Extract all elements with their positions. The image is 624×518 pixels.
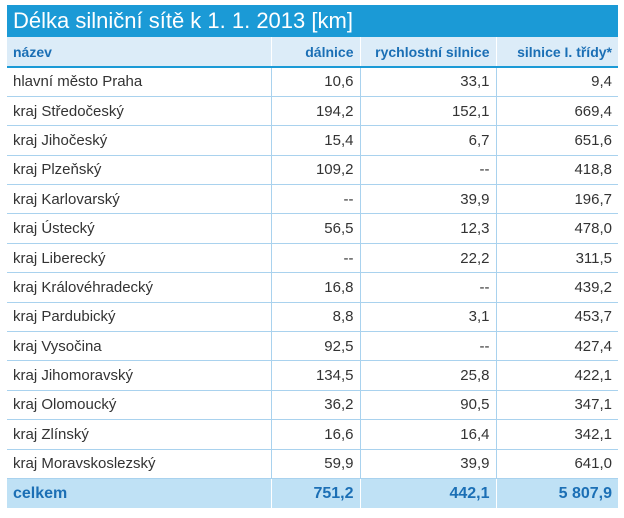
expressways-cell: 39,9 <box>360 449 496 478</box>
total-first-class-roads: 5 807,9 <box>496 478 618 508</box>
motorways-cell: -- <box>271 243 360 272</box>
total-motorways: 751,2 <box>271 478 360 508</box>
first-class-roads-cell: 196,7 <box>496 185 618 214</box>
region-name-cell: kraj Královéhradecký <box>7 273 271 302</box>
expressways-cell: -- <box>360 332 496 361</box>
first-class-roads-cell: 478,0 <box>496 214 618 243</box>
table-row <box>7 332 618 361</box>
motorways-cell: 16,8 <box>271 273 360 302</box>
motorways-cell: 36,2 <box>271 390 360 419</box>
region-name-cell: kraj Liberecký <box>7 243 271 272</box>
header-name: název <box>7 37 271 67</box>
first-class-roads-cell: 427,4 <box>496 332 618 361</box>
motorways-cell: 8,8 <box>271 302 360 331</box>
motorways-cell: 109,2 <box>271 155 360 184</box>
region-name-cell: kraj Jihomoravský <box>7 361 271 390</box>
table-row <box>7 96 618 125</box>
expressways-cell: 16,4 <box>360 420 496 449</box>
table-row <box>7 361 618 390</box>
expressways-cell: 3,1 <box>360 302 496 331</box>
motorways-cell: 59,9 <box>271 449 360 478</box>
expressways-cell: -- <box>360 155 496 184</box>
region-name-cell: kraj Olomoucký <box>7 390 271 419</box>
table-row <box>7 449 618 478</box>
region-name-cell: kraj Karlovarský <box>7 185 271 214</box>
region-name-cell: kraj Zlínský <box>7 420 271 449</box>
table-row <box>7 155 618 184</box>
header-expressways: rychlostní silnice <box>360 37 496 67</box>
motorways-cell: 10,6 <box>271 67 360 96</box>
table-row <box>7 390 618 419</box>
table-row <box>7 126 618 155</box>
region-name-cell: kraj Jihočeský <box>7 126 271 155</box>
expressways-cell: 33,1 <box>360 67 496 96</box>
region-name-cell: kraj Vysočina <box>7 332 271 361</box>
region-name-cell: kraj Plzeňský <box>7 155 271 184</box>
motorways-cell: -- <box>271 185 360 214</box>
table-title: Délka silniční sítě k 1. 1. 2013 [km] <box>7 5 618 37</box>
expressways-cell: 6,7 <box>360 126 496 155</box>
total-row <box>7 478 618 508</box>
header-row <box>7 37 618 67</box>
region-name-cell: kraj Ústecký <box>7 214 271 243</box>
first-class-roads-cell: 418,8 <box>496 155 618 184</box>
motorways-cell: 15,4 <box>271 126 360 155</box>
motorways-cell: 92,5 <box>271 332 360 361</box>
first-class-roads-cell: 422,1 <box>496 361 618 390</box>
region-name-cell: kraj Pardubický <box>7 302 271 331</box>
table-row <box>7 273 618 302</box>
first-class-roads-cell: 453,7 <box>496 302 618 331</box>
motorways-cell: 194,2 <box>271 96 360 125</box>
first-class-roads-cell: 651,6 <box>496 126 618 155</box>
region-name-cell: kraj Středočeský <box>7 96 271 125</box>
motorways-cell: 134,5 <box>271 361 360 390</box>
expressways-cell: 152,1 <box>360 96 496 125</box>
region-name-cell: hlavní město Praha <box>7 67 271 96</box>
table-row <box>7 302 618 331</box>
expressways-cell: 90,5 <box>360 390 496 419</box>
table-row <box>7 67 618 96</box>
first-class-roads-cell: 641,0 <box>496 449 618 478</box>
table-row <box>7 420 618 449</box>
expressways-cell: 22,2 <box>360 243 496 272</box>
motorways-cell: 16,6 <box>271 420 360 449</box>
motorways-cell: 56,5 <box>271 214 360 243</box>
first-class-roads-cell: 342,1 <box>496 420 618 449</box>
table-row <box>7 243 618 272</box>
expressways-cell: -- <box>360 273 496 302</box>
first-class-roads-cell: 347,1 <box>496 390 618 419</box>
table-body <box>7 67 618 478</box>
total-expressways: 442,1 <box>360 478 496 508</box>
table-row <box>7 185 618 214</box>
region-name-cell: kraj Moravskoslezský <box>7 449 271 478</box>
first-class-roads-cell: 669,4 <box>496 96 618 125</box>
expressways-cell: 12,3 <box>360 214 496 243</box>
total-label: celkem <box>13 484 68 502</box>
first-class-roads-cell: 311,5 <box>496 243 618 272</box>
header-first-class-roads: silnice I. třídy* <box>496 37 618 67</box>
road-length-table <box>7 37 618 508</box>
first-class-roads-cell: 9,4 <box>496 67 618 96</box>
expressways-cell: 39,9 <box>360 185 496 214</box>
expressways-cell: 25,8 <box>360 361 496 390</box>
header-motorways: dálnice <box>271 37 360 67</box>
table-row <box>7 214 618 243</box>
first-class-roads-cell: 439,2 <box>496 273 618 302</box>
